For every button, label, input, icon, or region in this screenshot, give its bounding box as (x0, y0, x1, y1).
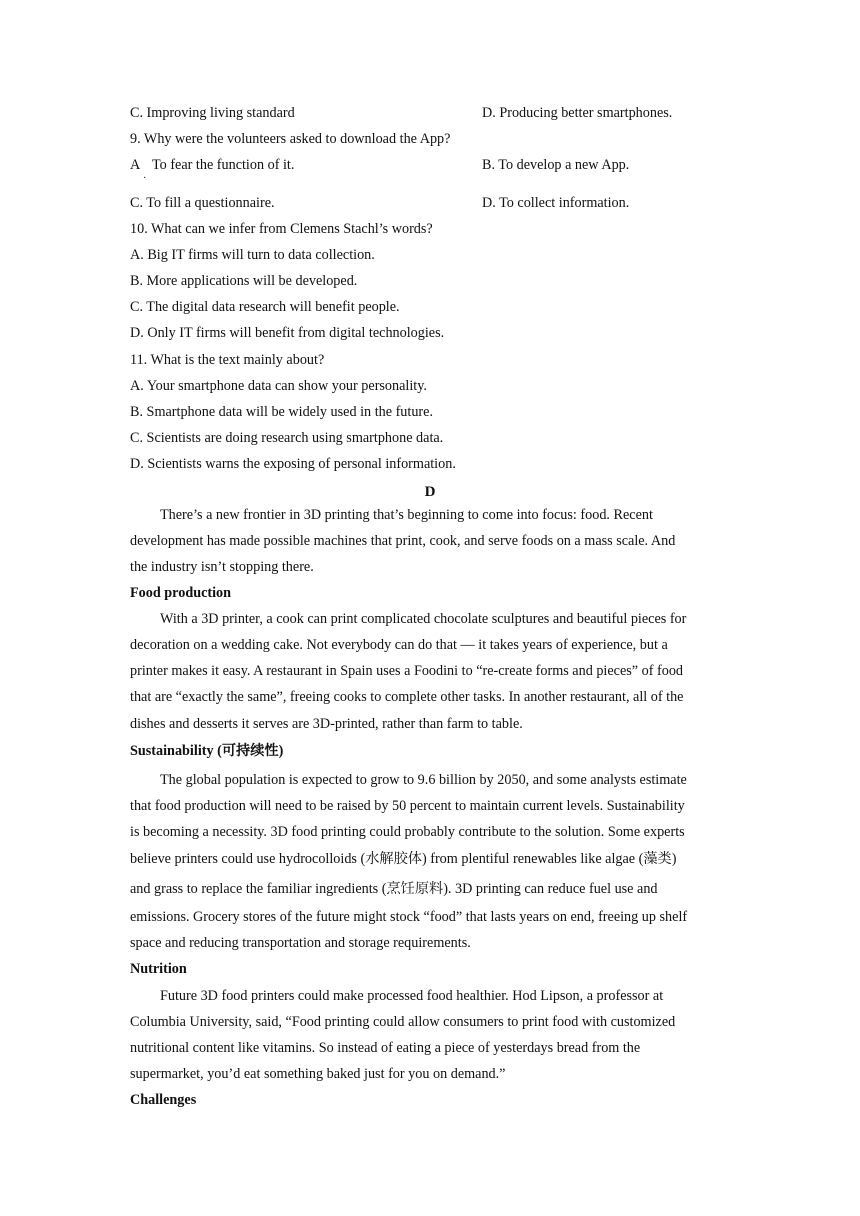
nutrition-line-3: nutritional content like vitamins. So instead of eating a piece of yesterdays bread from the (130, 1040, 641, 1056)
intro-line-1: There’s a new frontier in 3D printing that’s beginning to come into focus: food. Recent (160, 507, 653, 523)
q9-option-d: D. To collect information. (482, 195, 630, 211)
q9-option-b: B. To develop a new App. (482, 157, 630, 173)
q9-option-a (130, 156, 294, 174)
nutrition-line-2: Columbia University, said, “Food printing could allow consumers to print food with customized (130, 1014, 676, 1030)
q11-option-d: D. Scientists warns the exposing of personal information. (130, 456, 456, 472)
nutrition-line-4: supermarket, you’d eat something baked just for you on demand.” (130, 1066, 506, 1082)
q11-option-c: C. Scientists are doing research using smartphone data. (130, 430, 444, 446)
q10-option-a: A. Big IT firms will turn to data collection. (130, 247, 375, 263)
food-production-line-4: that are “exactly the same”, freeing cooks to complete other tasks. In another restaurant, all of the (130, 689, 684, 705)
section-heading-nutrition: Nutrition (130, 961, 187, 977)
sustainability-line-6: emissions. Grocery stores of the future might stock “food” that lasts years on end, freeing up shelf (130, 909, 688, 925)
q9-option-a-text: To fear the function of it. (152, 157, 295, 173)
q8-option-d: D. Producing better smartphones. (482, 105, 673, 121)
q9-question: 9. Why were the volunteers asked to download the App? (130, 131, 451, 147)
intro-line-3: the industry isn’t stopping there. (130, 559, 314, 575)
q9-option-c: C. To fill a questionnaire. (130, 195, 275, 211)
q10-question: 10. What can we infer from Clemens Stachl’s words? (130, 221, 433, 237)
q10-option-d: D. Only IT firms will benefit from digital technologies. (130, 325, 445, 341)
q11-option-a: A. Your smartphone data can show your personality. (130, 378, 427, 394)
sustainability-line-2: that food production will need to be raised by 50 percent to maintain current levels. Sustainability (130, 798, 685, 814)
sustainability-line-4: believe printers could use hydrocolloids (水解胶体) from plentiful renewables like algae (藻类) (130, 851, 677, 867)
sustainability-line-1: The global population is expected to grow to 9.6 billion by 2050, and some analysts estimate (160, 772, 687, 788)
section-heading-food-production: Food production (130, 585, 232, 601)
food-production-line-5: dishes and desserts it serves are 3D-printed, rather than farm to table. (130, 716, 523, 732)
q9-option-a-dot: · (143, 173, 147, 184)
food-production-line-3: printer makes it easy. A restaurant in Spain uses a Foodini to “re-create forms and pieces” of food (130, 663, 684, 679)
q10-option-b: B. More applications will be developed. (130, 273, 358, 289)
nutrition-line-1: Future 3D food printers could make processed food healthier. Hod Lipson, a professor at (160, 988, 664, 1004)
sustainability-line-5: and grass to replace the familiar ingredients (烹饪原料). 3D printing can reduce fuel use and (130, 881, 658, 897)
q11-option-b: B. Smartphone data will be widely used in the future. (130, 404, 433, 420)
q9-option-a-letter: A (130, 157, 141, 173)
passage-title: D (424, 484, 436, 500)
food-production-line-1: With a 3D printer, a cook can print complicated chocolate sculptures and beautiful pieces for (160, 611, 687, 627)
q8-option-c: C. Improving living standard (130, 105, 295, 121)
sustainability-line-7: space and reducing transportation and storage requirements. (130, 935, 471, 951)
q11-question: 11. What is the text mainly about? (130, 352, 325, 368)
intro-line-2: development has made possible machines that print, cook, and serve foods on a mass scale. And (130, 533, 676, 549)
food-production-line-2: decoration on a wedding cake. Not everybody can do that — it takes years of experience, but a (130, 637, 668, 653)
q10-option-c: C. The digital data research will benefit people. (130, 299, 400, 315)
section-heading-challenges: Challenges (130, 1092, 197, 1108)
section-heading-sustainability: Sustainability (可持续性) (130, 743, 284, 759)
sustainability-line-3: is becoming a necessity. 3D food printing could probably contribute to the solution. Some experts (130, 824, 685, 840)
